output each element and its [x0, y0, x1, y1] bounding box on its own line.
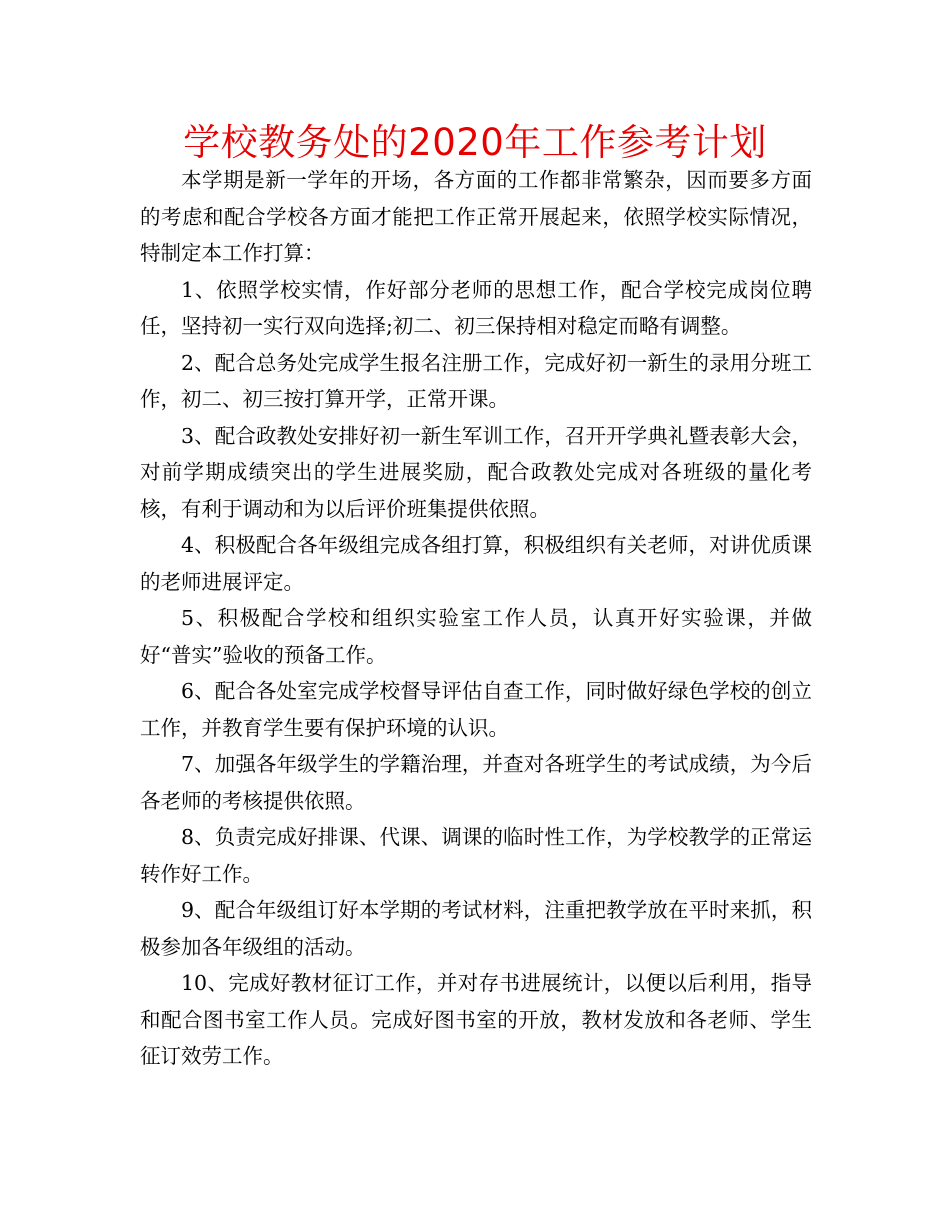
plan-item-9: 9、配合年级组订好本学期的考试材料，注重把教学放在平时来抓，积极参加各年级组的活动。	[140, 898, 812, 959]
plan-item-10: 10、完成好教材征订工作，并对存书进展统计，以便以后利用，指导和配合图书室工作人员。完成好图书室的开放，教材发放和各老师、学生征订效劳工作。	[140, 971, 812, 1068]
plan-item-1: 1、依照学校实情，作好部分老师的思想工作，配合学校完成岗位聘任，坚持初一实行双向选择;初二、初三保持相对稳定而略有调整。	[140, 277, 812, 338]
intro-paragraph: 本学期是新一学年的开场，各方面的工作都非常繁杂，因而要多方面的考虑和配合学校各方面才能把工作正常开展起来，依照学校实际情况，特制定本工作打算：	[140, 168, 812, 265]
plan-item-4: 4、积极配合各年级组完成各组打算，积极组织有关老师，对讲优质课的老师进展评定。	[140, 533, 812, 594]
document-body	[140, 162, 812, 1075]
plan-item-5: 5、积极配合学校和组织实验室工作人员，认真开好实验课，并做好“普实”验收的预备工作。	[140, 606, 812, 667]
plan-item-6: 6、配合各处室完成学校督导评估自查工作，同时做好绿色学校的创立工作，并教育学生要有保护环境的认识。	[140, 679, 812, 740]
plan-item-7: 7、加强各年级学生的学籍治理，并查对各班学生的考试成绩，为今后各老师的考核提供依照。	[140, 752, 812, 813]
plan-item-3: 3、配合政教处安排好初一新生军训工作，召开开学典礼暨表彰大会，对前学期成绩突出的学生进展奖励，配合政教处完成对各班级的量化考核，有利于调动和为以后评价班集提供依照。	[140, 423, 812, 521]
plan-item-2: 2、配合总务处完成学生报名注册工作，完成好初一新生的录用分班工作，初二、初三按打算开学，正常开课。	[140, 350, 812, 411]
document-title: 学校教务处的2020年工作参考计划	[183, 121, 767, 164]
plan-item-8: 8、负责完成好排课、代课、调课的临时性工作，为学校教学的正常运转作好工作。	[140, 825, 812, 886]
